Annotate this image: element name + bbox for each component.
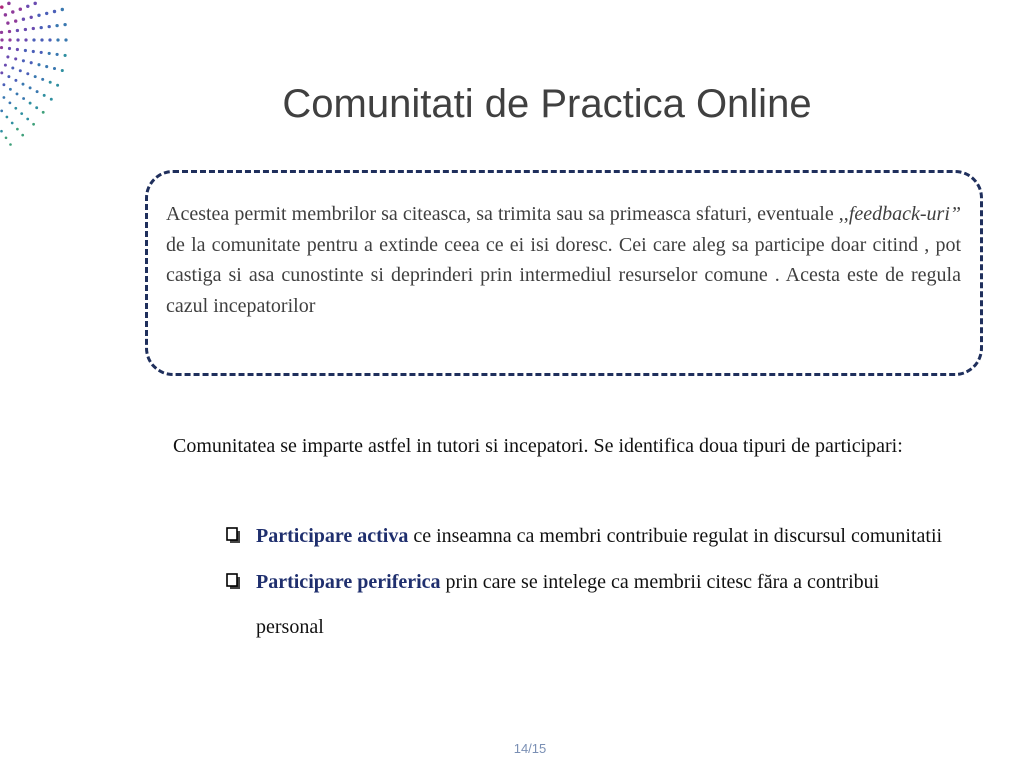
slide-title: Comunitati de Practica Online [282,82,812,126]
logo-dot [34,75,37,78]
participation-list [226,514,946,651]
logo-dot [24,28,27,31]
logo-dot [56,38,59,41]
logo-dot [0,46,3,49]
logo-dot [64,38,67,41]
logo-dot [37,63,40,66]
logo-dot [61,8,64,11]
bullet-term: Participare periferica [256,570,441,593]
list-item-peripheral-participation [226,560,946,651]
logo-dot [4,64,7,67]
logo-dot [0,31,3,34]
logo-dot [56,53,59,56]
logo-dot [24,49,27,52]
logo-dot [61,69,64,72]
logo-dot [40,51,43,54]
bullet-term: Participare activa [256,525,409,547]
logo-dot [7,2,11,6]
callout-text [166,199,961,321]
logo-dot [8,30,11,33]
logo-dot [16,48,19,51]
logo-dot [14,57,17,60]
logo-dot [6,55,9,58]
logo-dot [19,7,22,10]
logo-dot [21,134,24,137]
logo-dot [30,16,33,19]
callout-italic-term: feedback-uri” [848,203,961,225]
logo-dot [45,65,48,68]
logo-dot [5,136,8,139]
logo-dot [9,143,12,146]
logo-dot [6,21,9,24]
logo-dot [4,13,7,16]
logo-dot [16,38,19,41]
logo-dot [22,59,25,62]
logo-dot [40,38,43,41]
logo-dot [32,50,35,53]
logo-dot [55,24,58,27]
logo-dot [26,72,29,75]
logo-dot [0,71,3,74]
logo-dot [24,38,27,41]
logo-dot [0,130,3,133]
logo-dot [63,23,66,26]
hollow-square-bullet-icon [226,573,242,591]
logo-dot [53,10,56,13]
logo-dot [64,54,67,57]
logo-dot [45,12,48,15]
list-item-active-participation [226,514,946,560]
callout-text-end: de la comunitate pentru a extinde ceea ce ei isi doresc. Cei care aleg sa participe doar citind , pot castiga si asa cunostinte si deprinderi prin intermediul resurselor comune . Acesta este de regula cazul incepatorilor [166,233,961,317]
logo-dot [37,14,40,17]
logo-dot [16,29,19,32]
bullet-description: ce inseamna ca membri contribuie regulat in discursul comunitatii [408,525,943,547]
logo-dot [16,128,19,131]
logo-dot [0,38,3,41]
logo-dot [8,47,11,50]
logo-dot [40,26,43,29]
logo-dot [48,52,51,55]
intro-paragraph: Comunitatea se imparte astfel in tutori si incepatori. Se identifica doua tipuri de participari: [173,435,903,457]
callout-text-start: Acestea permit membrilor sa citeasca, sa trimita sau sa primeasca sfaturi, eventuale ,, [166,203,849,225]
logo-dot [7,75,10,78]
logo-dot [19,69,22,72]
logo-dot [32,27,35,30]
logo-dot [33,2,36,5]
logo-dot [8,38,11,41]
logo-dot [0,5,4,9]
logo-dot [26,5,29,8]
logo-dot [48,38,51,41]
logo-dot [14,19,17,22]
page-number: 14/15 [513,741,547,756]
logo-dot [30,61,33,64]
logo-dot [32,38,35,41]
bullet-description: prin care se intelege ca membrii citesc făra a contribui personal [256,570,880,638]
logo-dot [53,67,56,70]
hollow-square-bullet-icon [226,527,242,545]
logo-dot [11,10,14,13]
logo-dot [48,25,51,28]
logo-dot [22,18,25,21]
logo-dot [11,67,14,70]
